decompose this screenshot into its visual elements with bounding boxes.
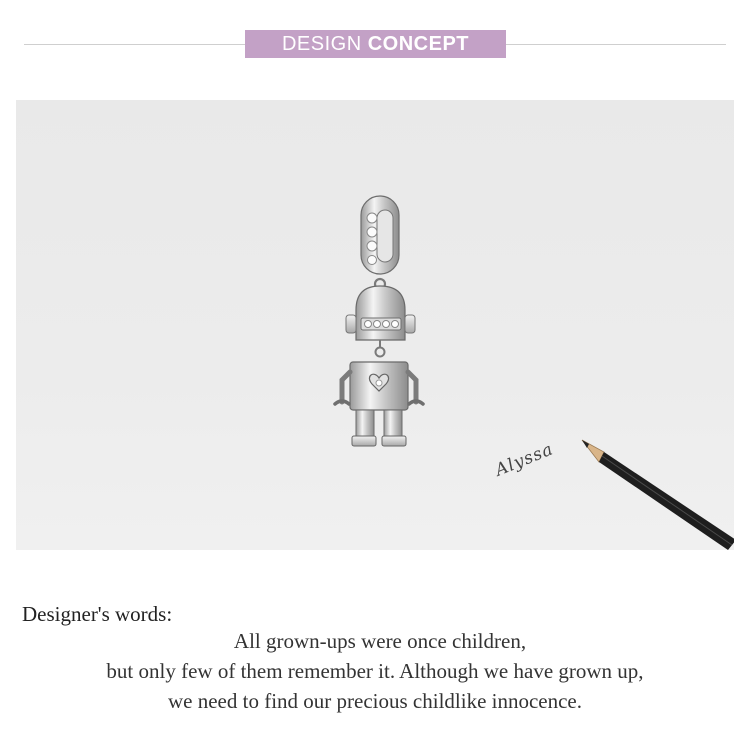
section-title-bold: CONCEPT xyxy=(367,33,470,55)
section-title-badge xyxy=(245,30,506,58)
robot-head xyxy=(346,286,415,340)
section-title-thin: DESIGN xyxy=(281,33,368,55)
designer-words-title: Designer's words: xyxy=(22,602,173,626)
charm-bail xyxy=(361,196,399,274)
designer-signature: Alyssa xyxy=(492,439,557,481)
designer-quote-line-2: but only few of them remember it. Although we have grown up, xyxy=(106,659,644,683)
designer-quote-line-1: All grown-ups were once children, xyxy=(233,629,527,653)
robot-legs xyxy=(352,410,406,446)
pencil-icon xyxy=(582,440,734,550)
designer-quote-line-3: we need to find our precious childlike innocence. xyxy=(167,689,583,713)
robot-body xyxy=(350,362,408,410)
robot-charm-illustration xyxy=(16,100,734,550)
neck-loop xyxy=(376,348,385,357)
product-photo xyxy=(16,100,734,550)
